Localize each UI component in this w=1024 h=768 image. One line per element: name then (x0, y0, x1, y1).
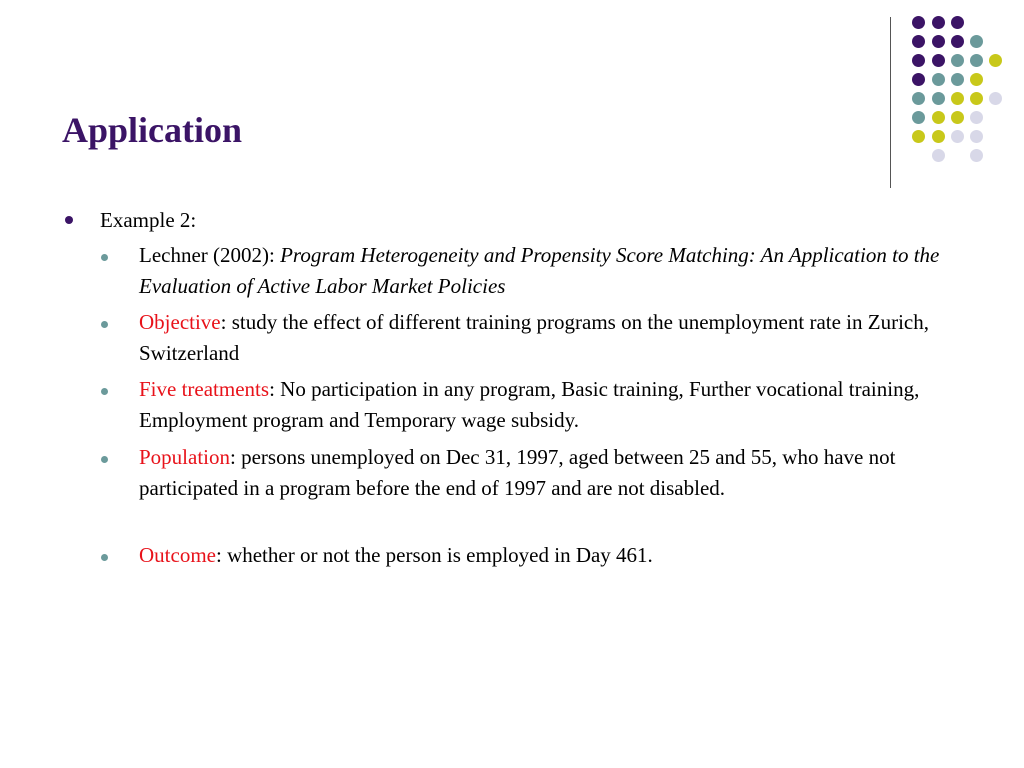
bullet-icon (101, 554, 108, 561)
item-text: : persons unemployed on Dec 31, 1997, aged between 25 and 55, who have not participated in a program before the end of 1997 and are not disabled. (139, 445, 896, 500)
dot (932, 16, 945, 29)
dot (951, 130, 964, 143)
vertical-divider (890, 17, 891, 188)
dot (951, 35, 964, 48)
bullet-icon (101, 456, 108, 463)
dot (951, 92, 964, 105)
dot (970, 149, 983, 162)
bullet-icon (101, 254, 108, 261)
paper-title: Program Heterogeneity and Propensity Score Matching: An Application to the Evaluation of Active Labor Market Policies (139, 243, 940, 298)
item-highlight: Objective (139, 310, 221, 334)
item-text: : No participation in any program, Basic training, Further vocational training, Employment program and Temporary wage subsidy. (139, 377, 920, 432)
dot (932, 92, 945, 105)
dot (989, 92, 1002, 105)
dot (970, 111, 983, 124)
dot (912, 35, 925, 48)
dot (970, 92, 983, 105)
slide-title: Application (62, 110, 243, 150)
dot (912, 92, 925, 105)
dot (932, 35, 945, 48)
dot (912, 16, 925, 29)
dot (912, 54, 925, 67)
dot (970, 54, 983, 67)
dot (932, 130, 945, 143)
list-item (139, 240, 959, 301)
dot (970, 73, 983, 86)
list-item (139, 540, 959, 571)
bullet-icon (101, 321, 108, 328)
dot (912, 73, 925, 86)
dot (932, 54, 945, 67)
list-item (139, 374, 959, 435)
dot (951, 16, 964, 29)
bullet-icon (101, 388, 108, 395)
dot (932, 149, 945, 162)
dot (970, 35, 983, 48)
citation-lead: Lechner (2002): (139, 243, 281, 267)
list-item (139, 442, 959, 503)
dot (951, 111, 964, 124)
list-item (139, 307, 959, 368)
dot (989, 54, 1002, 67)
dot (951, 54, 964, 67)
item-text: : whether or not the person is employed in Day 461. (215, 543, 653, 567)
item-highlight: Outcome (139, 543, 216, 567)
dot (912, 111, 925, 124)
bullet-icon (65, 216, 73, 224)
dot (932, 73, 945, 86)
dot (970, 130, 983, 143)
item-highlight: Population (139, 445, 231, 469)
dot (951, 73, 964, 86)
item-text: : study the effect of different training programs on the unemployment rate in Zurich, Switzerland (139, 310, 929, 365)
bullet-level1-label: Example 2: (100, 208, 197, 232)
dot (932, 111, 945, 124)
item-highlight: Five treatments (139, 377, 270, 401)
dot (912, 130, 925, 143)
decorative-dot-grid (0, 0, 1024, 200)
